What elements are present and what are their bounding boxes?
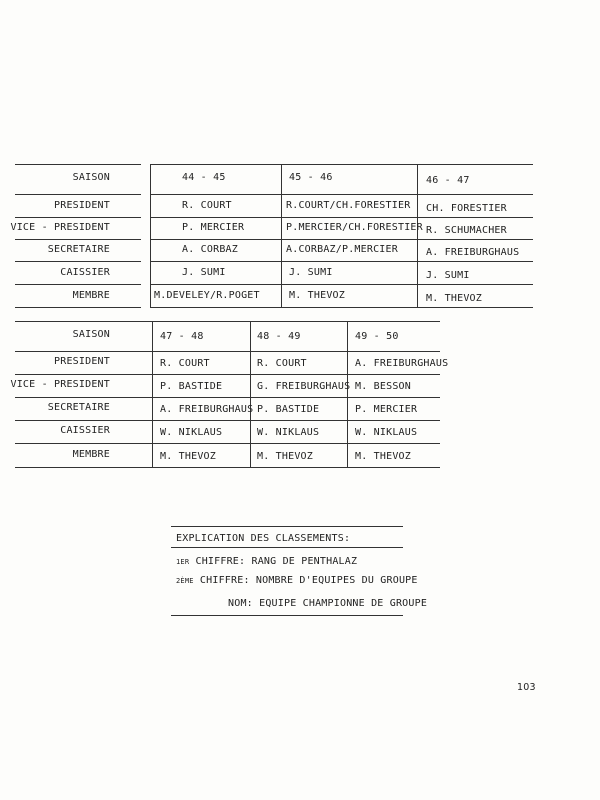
row-label-saison: SAISON [72,172,110,183]
season-header: 44 - 45 [182,172,226,183]
ordinal-second: 2ÈME [176,577,194,585]
secretaire-cell: P. BASTIDE [257,404,320,415]
president-cell: CH. FORESTIER [426,203,507,214]
explanation-text-first: CHIFFRE: RANG DE PENTHALAZ [195,556,358,567]
row-label-membre: MEMBRE [72,290,110,301]
membre-cell: M. THEVOZ [257,451,313,462]
season-header: 45 - 46 [289,172,333,183]
row-label-saison: SAISON [72,329,110,340]
vice-president-cell: P.MERCIER/CH.FORESTIER [286,222,423,233]
secretaire-cell: P. MERCIER [355,404,418,415]
caissier-cell: J. SUMI [426,270,470,281]
row-label-secretaire: SECRETAIRE [47,402,110,413]
president-cell: R. COURT [182,200,232,211]
secretaire-cell: A. FREIBURGHAUS [426,247,520,258]
row-label-secretaire: SECRETAIRE [47,244,110,255]
season-header: 49 - 50 [355,331,399,342]
caissier-cell: W. NIKLAUS [355,427,418,438]
page-number: 103 [517,682,536,693]
vice-president-cell: G. FREIBURGHAUS [257,381,351,392]
vice-president-cell: P. MERCIER [182,222,245,233]
explanation-line-name: NOM: EQUIPE CHAMPIONNE DE GROUPE [228,598,428,609]
row-label-caissier: CAISSIER [60,425,110,436]
row-label-caissier: CAISSIER [60,267,110,278]
ordinal-first: 1ER [176,558,190,566]
vice-president-cell: M. BESSON [355,381,411,392]
secretaire-cell: A. CORBAZ [182,244,238,255]
explanation-line-second-digit [176,575,418,586]
season-header: 46 - 47 [426,175,470,186]
row-label-president: PRESIDENT [54,200,110,211]
membre-cell: M. THEVOZ [160,451,216,462]
president-cell: R. COURT [160,358,210,369]
row-label-membre: MEMBRE [72,449,110,460]
caissier-cell: J. SUMI [289,267,333,278]
president-cell: R. COURT [257,358,307,369]
membre-cell: M. THEVOZ [289,290,345,301]
caissier-cell: J. SUMI [182,267,226,278]
secretaire-cell: A.CORBAZ/P.MERCIER [286,244,398,255]
explanation-title: EXPLICATION DES CLASSEMENTS: [176,533,351,544]
season-header: 47 - 48 [160,331,204,342]
row-label-vice-president: VICE - PRESIDENT [10,379,110,390]
explanation-line-first-digit [176,556,357,567]
membre-cell: M.DEVELEY/R.POGET [154,290,260,301]
president-cell: R.COURT/CH.FORESTIER [286,200,411,211]
vice-president-cell: R. SCHUMACHER [426,225,507,236]
caissier-cell: W. NIKLAUS [257,427,320,438]
president-cell: A. FREIBURGHAUS [355,358,449,369]
row-label-president: PRESIDENT [54,356,110,367]
membre-cell: M. THEVOZ [426,293,482,304]
explanation-text-second: CHIFFRE: NOMBRE D'EQUIPES DU GROUPE [199,575,418,586]
season-header: 48 - 49 [257,331,301,342]
vice-president-cell: P. BASTIDE [160,381,223,392]
caissier-cell: W. NIKLAUS [160,427,223,438]
membre-cell: M. THEVOZ [355,451,411,462]
row-label-vice-president: VICE - PRESIDENT [10,222,110,233]
secretaire-cell: A. FREIBURGHAUS [160,404,254,415]
